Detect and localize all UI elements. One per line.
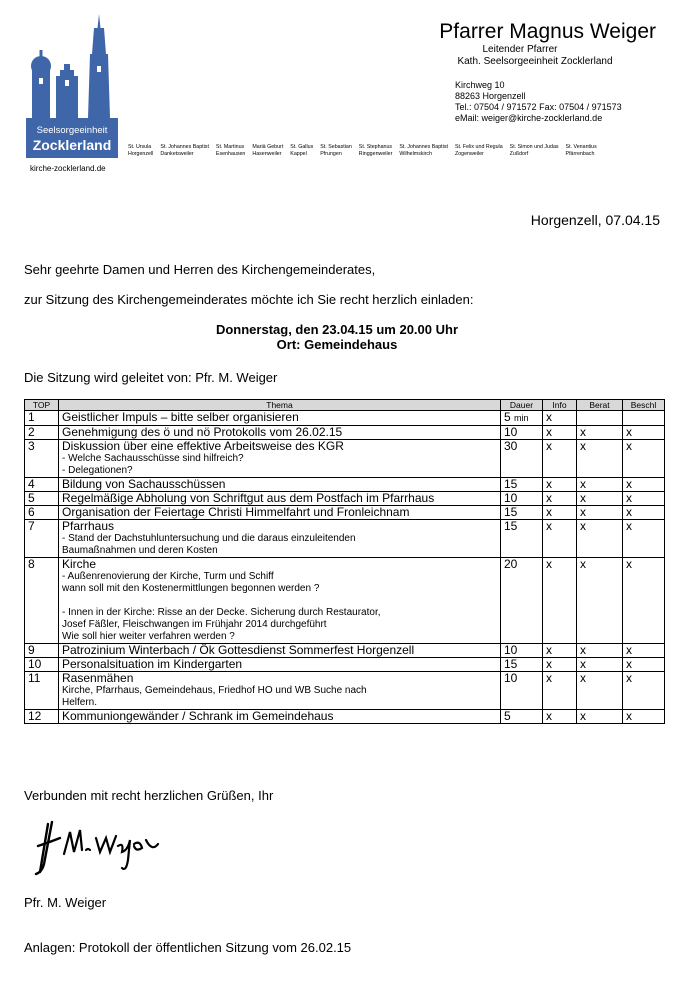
parish-saint: St. Ursula [128,144,152,150]
cell-thema [59,440,501,478]
cell-info [543,426,577,440]
meeting-place: Ort: Gemeindehaus [276,337,398,352]
cell-dauer-text: 10 [504,425,518,439]
parish-village: Kappel [290,151,307,157]
cell-thema [59,672,501,710]
topic-title: Kirche [62,557,97,571]
cell-dauer [501,478,543,492]
cell-top-text: 6 [28,505,35,519]
cell-dauer-text: 10 [504,643,518,657]
cell-beschl-text: x [626,557,632,571]
agenda-row [25,710,665,724]
cell-dauer [501,492,543,506]
cell-dauer [501,672,543,710]
cell-thema [59,492,501,506]
topic-title: Rasenmähen [62,671,134,685]
cell-top-text: 10 [28,657,42,671]
header-top: TOP [25,400,59,411]
cell-berat [577,520,623,558]
cell-top [25,710,59,724]
agenda-row [25,411,665,426]
cell-beschl-text: x [626,491,632,505]
sender-street: Kirchweg 10 [455,80,505,90]
svg-text:Zocklerland: Zocklerland [32,137,112,153]
parish-village: Wilhelmskirch [399,151,433,157]
parish-item [216,144,245,158]
cell-beschl-text: x [626,477,632,491]
agenda-row [25,492,665,506]
parish-village: Pfrungen [320,151,342,157]
cell-info [543,520,577,558]
cell-berat [577,506,623,520]
cell-info [543,658,577,672]
signer-name: Pfr. M. Weiger [24,895,107,910]
cell-thema [59,478,501,492]
cell-beschl [623,644,665,658]
sender-name: Pfarrer Magnus Weiger [439,20,656,43]
agenda-row [25,520,665,558]
cell-dauer [501,520,543,558]
cell-thema [59,506,501,520]
cell-beschl [623,672,665,710]
cell-berat [577,672,623,710]
parish-saint: St. Martinus [215,144,245,150]
parish-saint: St. Gallus [290,144,314,150]
attachments-note: Anlagen: Protokoll der öffentlichen Sitzung vom 26.02.15 [24,940,352,955]
cell-info [543,492,577,506]
cell-beschl [623,411,665,426]
agenda-row [25,558,665,644]
cell-info-text: x [546,491,552,505]
header-dauer: Dauer [501,400,543,411]
parish-item [455,144,503,158]
topic-title: Patrozinium Winterbach / Ök Gottesdienst Sommerfest Horgenzell [62,643,415,657]
topic-title: Kommuniongewänder / Schrank im Gemeindehaus [62,709,334,723]
salutation: Sehr geehrte Damen und Herren des Kirchengemeinderates, [24,262,376,277]
cell-info-text: x [546,671,552,685]
parish-saint: St. Sebastian [320,144,352,150]
cell-info-text: x [546,505,552,519]
cell-top-text: 2 [28,425,35,439]
cell-info-text: x [546,477,552,491]
cell-berat [577,478,623,492]
parish-saint: St. Felix und Regula [454,144,503,150]
parish-item [160,144,209,158]
cell-top [25,558,59,644]
cell-thema [59,658,501,672]
cell-beschl-text: x [626,657,632,671]
agenda-header-row [25,400,665,411]
cell-top-text: 8 [28,557,35,571]
topic-title: Regelmäßige Abholung von Schriftgut aus dem Postfach im Pfarrhaus [62,491,435,505]
cell-info-text: x [546,557,552,571]
cell-dauer-text: 30 [504,439,518,453]
sender-phone: Tel.: 07504 / 971572 Fax: 07504 / 971573 [455,102,622,112]
parish-item [290,144,313,158]
parish-saint: St. Johannes Baptist [399,144,448,150]
cell-berat [577,558,623,644]
parish-item [128,144,153,158]
cell-beschl [623,478,665,492]
agenda-row [25,426,665,440]
cell-thema [59,710,501,724]
cell-top [25,520,59,558]
parish-village: Esenhausen [215,151,246,157]
parish-village: Pfärrenbach [565,151,595,157]
parish-saint: St. Stephanus [358,144,393,150]
cell-dauer [501,411,543,426]
topic-details: Kirche, Pfarrhaus, Gemeindehaus, Friedhof HO und WB Suche nach Helfern. [62,685,367,708]
cell-dauer [501,440,543,478]
topic-title: Diskussion über eine effektive Arbeitsweise des KGR [62,439,344,453]
cell-dauer [501,644,543,658]
cell-berat [577,658,623,672]
parish-village: Ringgenweiler [358,151,393,157]
parish-saint: St. Simon und Judas [509,144,559,150]
agenda-row [25,644,665,658]
parish-saint: St. Venantius [565,144,597,150]
parish-item [252,144,283,158]
cell-berat-text: x [580,671,586,685]
cell-info [543,411,577,426]
topic-title: Organisation der Feiertage Christi Himmelfahrt und Fronleichnam [62,505,410,519]
cell-beschl-text: x [626,519,632,533]
topic-title: Bildung von Sachausschüssen [62,477,226,491]
cell-info [543,558,577,644]
cell-berat [577,426,623,440]
cell-beschl [623,440,665,478]
cell-info-text: x [546,709,552,723]
agenda-table [24,399,665,724]
cell-berat-text: x [580,439,586,453]
cell-top-text: 4 [28,477,35,491]
cell-info-text: x [546,410,552,424]
cell-berat [577,644,623,658]
cell-info-text: x [546,657,552,671]
cell-thema [59,520,501,558]
cell-beschl [623,426,665,440]
cell-beschl [623,492,665,506]
parish-item [359,144,393,158]
topic-details: - Welche Sachausschüsse sind hilfreich? - Delegationen? [62,453,244,476]
sender-address [455,80,622,124]
cell-dauer-text: 15 [504,657,518,671]
parish-village: Hasenweiler [252,151,282,157]
cell-berat [577,492,623,506]
cell-top-text: 1 [28,410,35,424]
header-info: Info [543,400,577,411]
cell-top [25,658,59,672]
cell-top-text: 9 [28,643,35,657]
cell-info [543,440,577,478]
cell-beschl-text: x [626,643,632,657]
parish-item [320,144,352,158]
parish-item [510,144,559,158]
cell-info [543,710,577,724]
cell-info [543,506,577,520]
cell-top-text: 12 [28,709,42,723]
parish-village: Zußdorf [509,151,529,157]
header-thema: Thema [59,400,501,411]
parish-saint: St. Johannes Baptist [160,144,209,150]
cell-dauer-text: 15 [504,505,518,519]
cell-beschl [623,710,665,724]
cell-berat [577,710,623,724]
cell-info [543,478,577,492]
parish-item [399,144,448,158]
topic-title: Geistlicher Impuls – bitte selber organisieren [62,410,299,424]
sender-city: 88263 Horgenzell [455,91,526,101]
agenda-row [25,478,665,492]
cell-thema [59,411,501,426]
cell-beschl [623,506,665,520]
cell-info-text: x [546,519,552,533]
cell-dauer-text: 10 [504,671,518,685]
cell-beschl-text: x [626,439,632,453]
cell-top [25,426,59,440]
cell-thema [59,558,501,644]
meeting-leader: Die Sitzung wird geleitet von: Pfr. M. Weiger [24,370,278,385]
topic-title: Personalsituation im Kindergarten [62,657,243,671]
parish-logo [26,14,118,164]
cell-berat-text: x [580,643,586,657]
parish-saint: Mariä Geburt [252,144,284,150]
cell-top [25,478,59,492]
cell-top-text: 11 [28,671,41,685]
cell-dauer-text: 15 [504,477,518,491]
topic-details: - Außenrenovierung der Kirche, Turm und Schiff wann soll mit den Kostenermittlungen begonnen werden ? - Innen in der Kirche: Risse an der Decke. Sicherung durch Restaurator, Josef Fäßler, Fleischwangen im Frühjahr 2014 durchgeführt Wie soll hier weiter verfahren werden ? [62,571,381,642]
letter-date: Horgenzell, 07.04.15 [530,212,660,228]
cell-top [25,672,59,710]
cell-top [25,492,59,506]
cell-top [25,440,59,478]
topic-title: Genehmigung des ö und nö Protokolls vom 26.02.15 [62,425,343,439]
cell-dauer-text: 5 [504,709,511,723]
handwritten-signature [30,816,166,878]
cell-beschl-text: x [626,425,632,439]
agenda-row [25,658,665,672]
cell-berat-text: x [580,557,586,571]
cell-dauer [501,710,543,724]
parish-item [566,144,597,158]
cell-beschl [623,558,665,644]
cell-berat [577,440,623,478]
cell-info [543,672,577,710]
svg-text:Seelsorgeeinheit: Seelsorgeeinheit [36,125,108,136]
cell-top [25,644,59,658]
sender-role: Leitender Pfarrer [482,44,558,55]
sender-email[interactable]: eMail: weiger@kirche-zocklerland.de [455,113,603,123]
cell-berat-text: x [580,519,586,533]
topic-title: Pfarrhaus [62,519,115,533]
parish-list [128,144,668,158]
parish-village: Horgenzell [128,151,154,157]
cell-berat-text: x [580,657,586,671]
sender-org: Kath. Seelsorgeeinheit Zocklerland [457,56,613,67]
logo-url: kirche-zocklerland.de [30,164,106,173]
cell-berat-text: x [580,491,586,505]
cell-beschl-text: x [626,505,632,519]
cell-dauer-text: 5 [504,410,511,424]
cell-top-text: 7 [28,519,35,533]
header-beschl: Beschl [623,400,665,411]
cell-info-text: x [546,643,552,657]
header-berat: Berat [577,400,623,411]
cell-top-text: 5 [28,491,35,505]
cell-top-text: 3 [28,439,35,453]
cell-dauer [501,506,543,520]
duration-unit: min [514,413,529,423]
cell-beschl [623,520,665,558]
cell-berat-text: x [580,425,586,439]
invitation-text: zur Sitzung des Kirchengemeinderates möchte ich Sie recht herzlich einladen: [24,292,474,307]
cell-berat-text: x [580,505,586,519]
topic-details: - Stand der Dachstuhluntersuchung und die daraus einzuleitenden Baumaßnahmen und deren Kosten [62,533,356,556]
cell-top [25,506,59,520]
cell-dauer [501,426,543,440]
cell-top [25,411,59,426]
cell-info [543,644,577,658]
cell-beschl [623,658,665,672]
closing-text: Verbunden mit recht herzlichen Grüßen, Ihr [24,788,274,803]
cell-berat-text: x [580,477,586,491]
cell-beschl-text: x [626,709,632,723]
cell-info-text: x [546,425,552,439]
agenda-row [25,672,665,710]
parish-village: Danketsweiler [160,151,194,157]
cell-berat [577,411,623,426]
cell-dauer-text: 20 [504,557,518,571]
cell-thema [59,644,501,658]
cell-info-text: x [546,439,552,453]
parish-village: Zogenweiler [454,151,484,157]
cell-thema [59,426,501,440]
agenda-row [25,440,665,478]
cell-dauer [501,558,543,644]
cell-beschl-text: x [626,671,632,685]
cell-berat-text: x [580,709,586,723]
cell-dauer-text: 10 [504,491,518,505]
meeting-date: Donnerstag, den 23.04.15 um 20.00 Uhr [215,322,459,337]
agenda-row [25,506,665,520]
cell-dauer-text: 15 [504,519,518,533]
cell-dauer [501,658,543,672]
